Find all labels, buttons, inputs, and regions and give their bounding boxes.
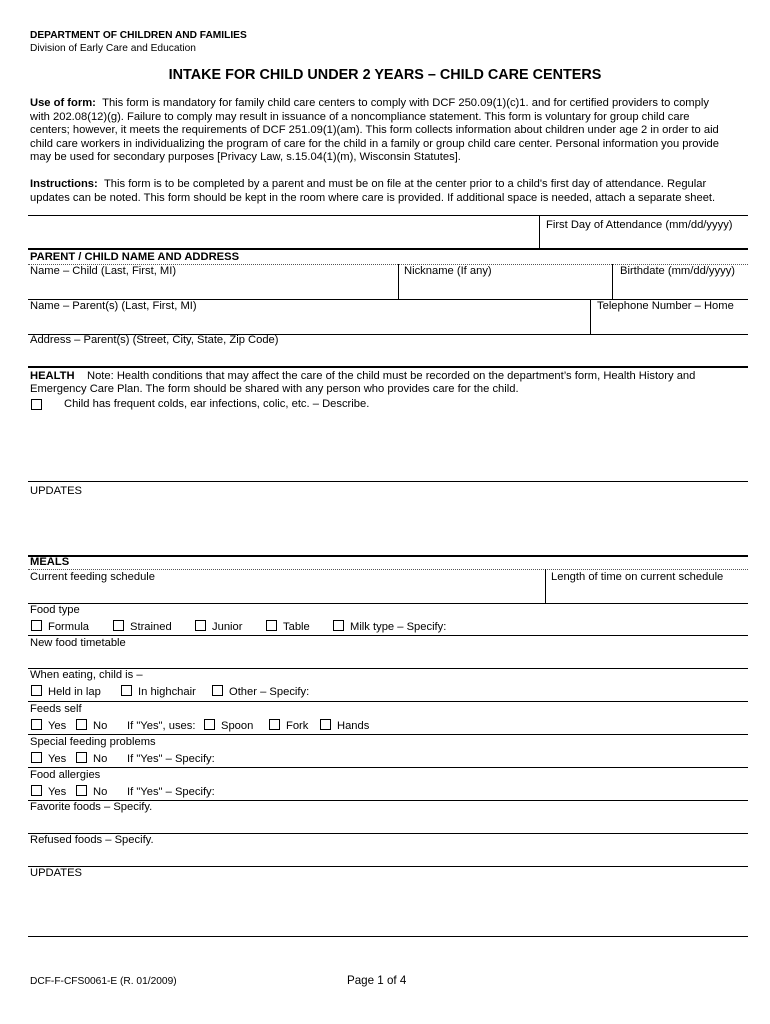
special-feeding-no-checkbox[interactable] [76, 752, 87, 763]
instructions-label: Instructions: [30, 178, 98, 190]
instructions-line: updates can be noted. This form should be kept in the room where care is provided. If additional space is needed, attach a separate sheet. [30, 191, 716, 204]
use-of-form-line: centers; however, it meets the requirements of DCF 251.09(1)(am). This form collects information about children under age 2 in order to aid [30, 124, 719, 137]
milk-type-label: Milk type – Specify: [350, 621, 447, 633]
junior-checkbox[interactable] [195, 620, 206, 631]
when-eating-label: When eating, child is – [30, 669, 143, 681]
food-allergies-no-label: No [93, 786, 108, 798]
table-food-checkbox[interactable] [266, 620, 277, 631]
food-allergies-yes-label: Yes [48, 786, 67, 798]
schedule-length-field[interactable]: Length of time on current schedule [551, 571, 724, 583]
special-feeding-yes-label: Yes [48, 753, 67, 765]
form-title: INTAKE FOR CHILD UNDER 2 YEARS – CHILD CARE CENTERS [168, 67, 602, 83]
other-eating-checkbox[interactable] [212, 685, 223, 696]
favorite-foods-field[interactable]: Favorite foods – Specify. [30, 801, 153, 813]
frequent-colds-checkbox[interactable] [31, 399, 42, 410]
use-of-form-line: may be used for secondary purposes [Privacy Law, s.15.04(1)(m), Wisconsin Statutes]. [30, 151, 461, 164]
hands-label: Hands [337, 720, 370, 732]
other-eating-label: Other – Specify: [229, 686, 310, 698]
in-highchair-label: In highchair [138, 686, 196, 698]
frequent-colds-label: Child has frequent colds, ear infections, colic, etc. – Describe. [64, 398, 370, 410]
health-section-heading: HEALTH [30, 370, 75, 382]
feeds-self-yes-checkbox[interactable] [31, 719, 42, 730]
junior-label: Junior [212, 621, 243, 633]
telephone-home-field[interactable]: Telephone Number – Home [597, 300, 734, 312]
page-number: Page 1 of 4 [347, 974, 407, 987]
use-of-form-line: with 202.08(12)(g). Failure to comply may result in issuance of a noncompliance statement. This form is voluntary for group child care [30, 110, 690, 123]
feeds-self-no-checkbox[interactable] [76, 719, 87, 730]
table-food-label: Table [283, 621, 310, 633]
special-feeding-specify-field[interactable]: If "Yes" – Specify: [127, 753, 215, 765]
spoon-label: Spoon [221, 720, 254, 732]
new-food-timetable-field[interactable]: New food timetable [30, 637, 126, 649]
instructions-line: This form is to be completed by a parent and must be on file at the center prior to a child's first day of attendance. Regular [103, 178, 707, 190]
special-feeding-label: Special feeding problems [30, 736, 156, 748]
department-name: DEPARTMENT OF CHILDREN AND FAMILIES [30, 30, 247, 41]
spoon-checkbox[interactable] [204, 719, 215, 730]
special-feeding-yes-checkbox[interactable] [31, 752, 42, 763]
formula-checkbox[interactable] [31, 620, 42, 631]
nickname-field[interactable]: Nickname (If any) [404, 265, 492, 277]
special-feeding-no-label: No [93, 753, 108, 765]
in-highchair-checkbox[interactable] [121, 685, 132, 696]
strained-checkbox[interactable] [113, 620, 124, 631]
hands-checkbox[interactable] [320, 719, 331, 730]
feeds-self-no-label: No [93, 720, 108, 732]
food-allergies-specify-field[interactable]: If "Yes" – Specify: [127, 786, 215, 798]
food-allergies-yes-checkbox[interactable] [31, 785, 42, 796]
food-allergies-label: Food allergies [30, 769, 101, 781]
division-name: Division of Early Care and Education [30, 43, 196, 54]
refused-foods-field[interactable]: Refused foods – Specify. [30, 834, 154, 846]
health-updates-field[interactable]: UPDATES [30, 485, 83, 497]
parent-child-section-heading: PARENT / CHILD NAME AND ADDRESS [30, 251, 240, 263]
health-note-line: HEALTH Note: Health conditions that may affect the care of the child must be recorded on the department’s form, Health History and [30, 370, 696, 382]
milk-type-checkbox[interactable] [333, 620, 344, 631]
child-name-field[interactable]: Name – Child (Last, First, MI) [30, 265, 177, 277]
use-of-form-line: child care workers in individualizing the program of care for the child in a family or group child care center. Personal information you provide [30, 137, 719, 150]
use-of-form-label: Use of form: [30, 97, 96, 109]
instructions-paragraph [30, 178, 742, 205]
feeding-schedule-field[interactable]: Current feeding schedule [30, 571, 156, 583]
feeds-self-yes-label: Yes [48, 720, 67, 732]
form-number: DCF-F-CFS0061-E (R. 01/2009) [30, 976, 177, 987]
use-of-form-line: This form is mandatory for family child care centers to comply with DCF 250.09(1)(c)1. and for certified providers to comply [102, 97, 709, 109]
first-day-attendance-field[interactable]: First Day of Attendance (mm/dd/yyyy) [546, 219, 733, 231]
meals-section-heading: MEALS [30, 556, 70, 568]
held-in-lap-checkbox[interactable] [31, 685, 42, 696]
health-note-line-2: Emergency Care Plan. The form should be shared with any person who provides care for the child. [30, 383, 519, 395]
fork-checkbox[interactable] [269, 719, 280, 730]
held-in-lap-label: Held in lap [48, 686, 101, 698]
strained-label: Strained [130, 621, 172, 633]
use-of-form-paragraph [30, 97, 742, 165]
food-type-label: Food type [30, 604, 80, 616]
formula-label: Formula [48, 621, 90, 633]
if-yes-uses-label: If "Yes", uses: [127, 720, 196, 732]
meals-updates-field[interactable]: UPDATES [30, 867, 83, 879]
birthdate-field[interactable]: Birthdate (mm/dd/yyyy) [620, 265, 736, 277]
feeds-self-label: Feeds self [30, 703, 82, 715]
fork-label: Fork [286, 720, 309, 732]
parent-name-field[interactable]: Name – Parent(s) (Last, First, MI) [30, 300, 197, 312]
food-allergies-no-checkbox[interactable] [76, 785, 87, 796]
parent-address-field[interactable]: Address – Parent(s) (Street, City, State, Zip Code) [30, 334, 279, 346]
